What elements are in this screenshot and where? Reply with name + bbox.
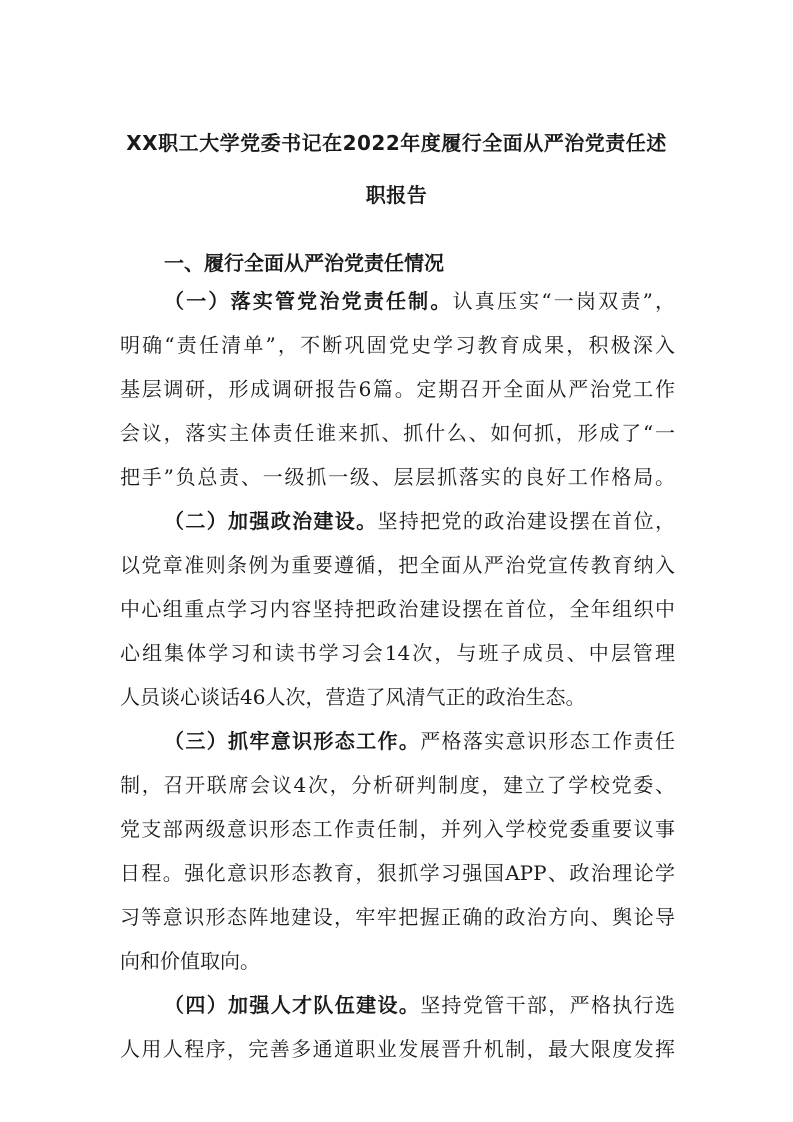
paragraph-3-line-3: 党支部两级意识形态工作责任制，并列入学校党委重要议事 (120, 817, 675, 841)
paragraph-4-text: 坚持党管干部，严格执行选 (420, 993, 676, 1017)
paragraph-1-line-5: 把手”负总责、一级抓一级、层层抓落实的良好工作格局。 (120, 465, 675, 489)
paragraph-2-line-4: 心组集体学习和读书学习会14次，与班子成员、中层管理 (120, 641, 675, 665)
paragraph-1-line-2: 明确“责任清单”，不断巩固党史学习教育成果，积极深入 (120, 333, 675, 357)
paragraph-1-line-1 (164, 286, 675, 316)
paragraph-2-line-2: 以党章准则条例为重要遵循，把全面从严治党宣传教育纳入 (120, 553, 675, 577)
paragraph-2-line-5: 人员谈心谈话46人次，营造了风清气正的政治生态。 (120, 685, 586, 709)
paragraph-4-line-1 (164, 990, 675, 1020)
paragraph-3-line-4: 日程。强化意识形态教育，狠抓学习强国APP、政治理论学 (120, 861, 675, 885)
paragraph-3-text: 严格落实意识形态工作责任 (420, 729, 676, 753)
paragraph-2-heading: （二）加强政治建设。 (164, 509, 378, 533)
paragraph-3-line-5: 习等意识形态阵地建设，牢牢把握正确的政治方向、舆论导 (120, 905, 675, 929)
section-heading-1: 一、履行全面从严治党责任情况 (164, 251, 444, 275)
paragraph-3-line-2: 制，召开联席会议4次，分析研判制度，建立了学校党委、 (120, 773, 675, 797)
report-title-line-2: 职报告 (365, 183, 428, 207)
paragraph-1-line-4: 会议，落实主体责任谁来抓、抓什么、如何抓，形成了“一 (120, 421, 675, 445)
paragraph-2-line-1 (164, 506, 675, 536)
paragraph-1-heading: （一）落实管党治党责任制。 (164, 289, 453, 313)
paragraph-3-line-1 (164, 726, 675, 756)
paragraph-1-text: 认真压实“一岗双责”， (452, 289, 676, 313)
paragraph-3-heading: （三）抓牢意识形态工作。 (164, 729, 421, 753)
paragraph-4-heading: （四）加强人才队伍建设。 (164, 993, 421, 1017)
paragraph-2-line-3: 中心组重点学习内容坚持把政治建设摆在首位，全年组织中 (120, 597, 675, 621)
report-title-line-1: XX职工大学党委书记在2022年度履行全面从严治党责任述 (126, 131, 667, 155)
paragraph-2-text: 坚持把党的政治建设摆在首位， (377, 509, 676, 533)
paragraph-4-line-2: 人用人程序，完善多通道职业发展晋升机制，最大限度发挥 (120, 1037, 675, 1061)
paragraph-3-line-6: 向和价值取向。 (120, 949, 260, 973)
paragraph-1-line-3: 基层调研，形成调研报告6篇。定期召开全面从严治党工作 (120, 377, 675, 401)
